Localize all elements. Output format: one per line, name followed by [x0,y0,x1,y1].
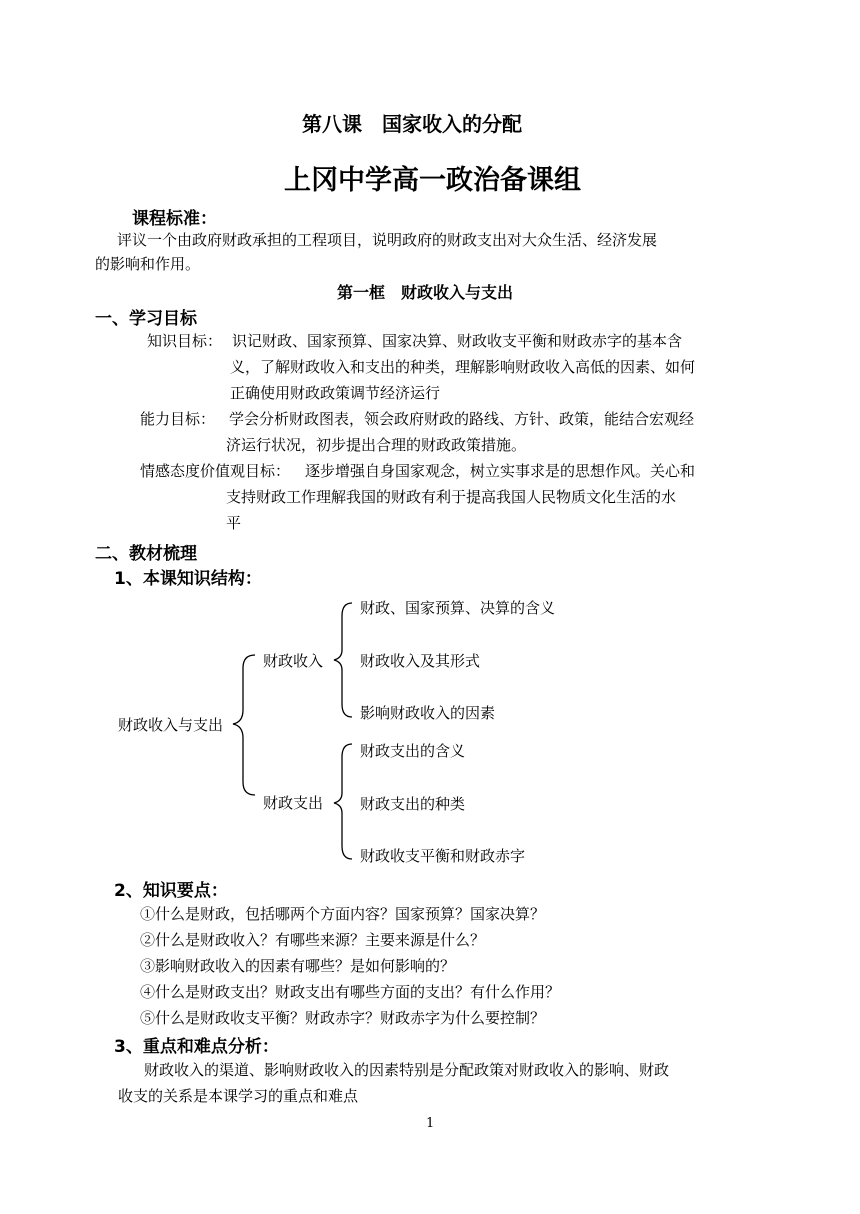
page-number: 1 [426,1116,435,1131]
lesson-title: 第八课 国家收入的分配 [302,112,522,136]
standard-heading: 课程标准： [132,209,217,229]
points-heading: 2、知识要点： [114,881,228,901]
ability-line: 济运行状况，初步提出合理的财政政策措施。 [226,436,527,454]
point-item: ②什么是财政收入？有哪些来源？主要来源是什么？ [140,931,486,949]
attitude-label: 情感态度价值观目标： [140,462,291,480]
point-item: ①什么是财政，包括哪两个方面内容？国家预算？国家决算？ [140,905,546,923]
attitude-line: 逐步增强自身国家观念，树立实事求是的思想作风。关心和 [305,462,696,480]
material-heading: 二、教材梳理 [95,544,197,564]
key-text-line1: 财政收入的渠道、影响财政收入的因素特别是分配政策对财政收入的影响、财政 [144,1061,670,1079]
key-heading: 3、重点和难点分析： [114,1037,279,1057]
attitude-line: 支持财政工作理解我国的财政有利于提高我国人民物质文化生活的水 [226,488,677,506]
section-title: 第一框 财政收入与支出 [337,283,514,302]
knowledge-label: 知识目标： [147,332,223,350]
structure-heading: 1、本课知识结构： [114,569,262,589]
point-item: ③影响财政收入的因素有哪些？是如何影响的？ [140,957,456,975]
knowledge-line: 义，了解财政收入和支出的种类，理解影响财政收入高低的因素、如何 [230,358,696,376]
point-item: ⑤什么是财政收支平衡？财政赤字？财政赤字为什么要控制？ [140,1009,546,1027]
school-title: 上冈中学高一政治备课组 [284,165,581,196]
tree-item: 影响财政收入的因素 [360,704,496,722]
point-item: ④什么是财政支出？财政支出有哪些方面的支出？有什么作用？ [140,983,561,1001]
tree-branch-income: 财政收入 [263,652,324,670]
goals-heading: 一、学习目标 [95,309,197,329]
tree-item: 财政支出的含义 [360,742,466,760]
tree-item: 财政收入及其形式 [360,652,481,670]
ability-label: 能力目标： [140,410,216,428]
key-text-line2: 收支的关系是本课学习的重点和难点 [118,1087,359,1105]
standard-text-line1: 评议一个由政府财政承担的工程项目，说明政府的财政支出对大众生活、经济发展 [117,231,658,249]
tree-branch-expense: 财政支出 [263,794,324,812]
tree-root: 财政收入与支出 [118,716,224,734]
tree-item: 财政、国家预算、决算的含义 [360,599,556,617]
knowledge-line: 识记财政、国家预算、国家决算、财政收支平衡和财政赤字的基本含 [232,332,683,350]
tree-item: 财政收支平衡和财政赤字 [360,847,526,865]
ability-line: 学会分析财政图表，领会政府财政的路线、方针、政策，能结合宏观经 [229,410,695,428]
standard-text-line2: 的影响和作用。 [95,255,201,273]
tree-item: 财政支出的种类 [360,795,466,813]
knowledge-line: 正确使用财政政策调节经济运行 [230,384,441,402]
attitude-line: 平 [226,514,242,532]
